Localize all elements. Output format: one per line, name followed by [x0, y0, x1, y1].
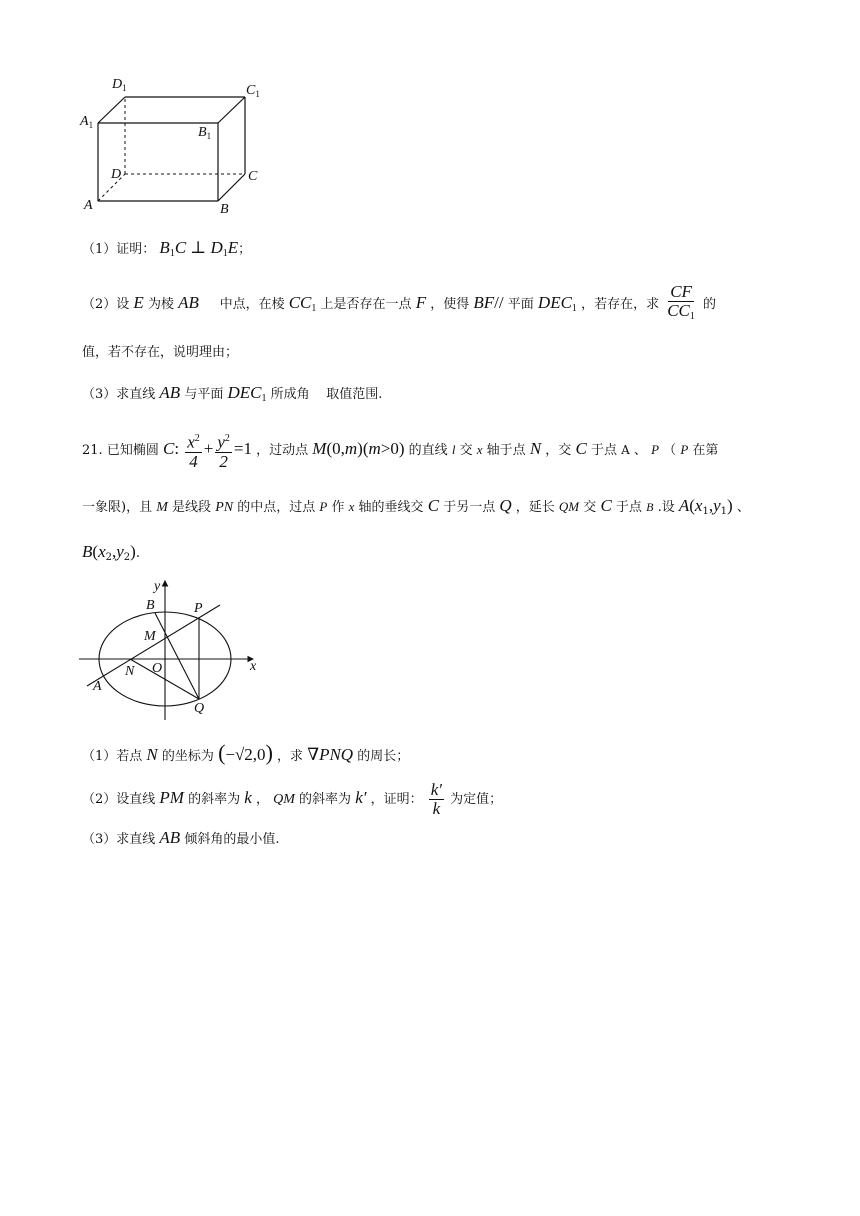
q20-part2: （2）设 E 为棱 AB 中点，在棱 $CC_1$ 上是否存在一点 F ，使得 BF// 平面 $DEC_1$ ，若存在，求 $\frac{CF}{CC_1}$ 的	[82, 283, 716, 329]
label-b: B	[220, 202, 229, 217]
label-b: B	[146, 598, 155, 613]
q21-part1: （1）若点 N 的坐标为 (−√2,0) ，求 ∇PNQ 的周长；	[82, 740, 410, 765]
q21-part2: （2）设直线 PM 的斜率为 k ， QM 的斜率为 k′ ，证明： $\frac{k'}{k}$ 为定值；	[82, 780, 503, 818]
q21-line2: 一象限)，且 M 是线段 PN 的中点，过点 P 作 x 轴的垂线交 C 于另一点 Q ，延长 QM 交 C 于点 B .设 $A(x_1,y_1)$ 、	[82, 496, 750, 517]
edge-a1-d1	[98, 97, 125, 123]
q20-part2-line2: 值，若不存在，说明理由；	[82, 345, 239, 360]
ellipse-figure	[75, 575, 275, 725]
q20-part3: （3）求直线 AB 与平面 $DEC_1$ 所成角 取值范围.	[82, 383, 383, 404]
label-m: M	[144, 629, 156, 644]
label-x: x	[250, 659, 257, 674]
label-n: N	[125, 664, 135, 679]
cuboid-figure	[75, 70, 275, 220]
label-q: Q	[194, 701, 205, 716]
label-p: P	[194, 601, 203, 616]
label-d: D	[111, 167, 122, 182]
label-c: C	[248, 169, 258, 184]
q21-line3: $B(x_2,y_2)$.	[82, 542, 140, 563]
label-a: A	[84, 198, 93, 213]
fraction-x2-4: $\frac{x^2}{4}$	[185, 430, 202, 471]
question-number: 21.	[82, 443, 103, 458]
q20-part1: （1）证明： $B_1C$ ⊥ $D_1E$；	[82, 238, 252, 259]
label-d1: $D_1$	[112, 77, 127, 93]
q21-intro: 21. 已知椭圆 C: $\frac{x^2}{4}$ + $\frac{y^2}{2}$ =1 ，过动点 M(0,m)(m>0) 的直线 l 交 x 轴于点 N ，交 C 于点 A 、 P （ P 在第	[82, 428, 718, 472]
fraction-cf-cc1: $\frac{CF}{CC_1}$	[667, 282, 695, 322]
edge-b1-c1	[218, 97, 245, 123]
label-y: y	[154, 579, 161, 594]
q21-part3: （3）求直线 AB 倾斜角的最小值.	[82, 828, 280, 847]
edge-bc	[218, 174, 245, 201]
label-c1: $C_1$	[246, 83, 260, 99]
label-a: A	[93, 679, 102, 694]
label-o: O	[152, 661, 163, 676]
fraction-k-prime-k: $\frac{k'}{k}$	[430, 780, 443, 818]
fraction-y2-2: $\frac{y^2}{2}$	[215, 430, 232, 471]
label-a1: $A_1$	[80, 114, 94, 130]
label-b1: $B_1$	[198, 125, 212, 141]
